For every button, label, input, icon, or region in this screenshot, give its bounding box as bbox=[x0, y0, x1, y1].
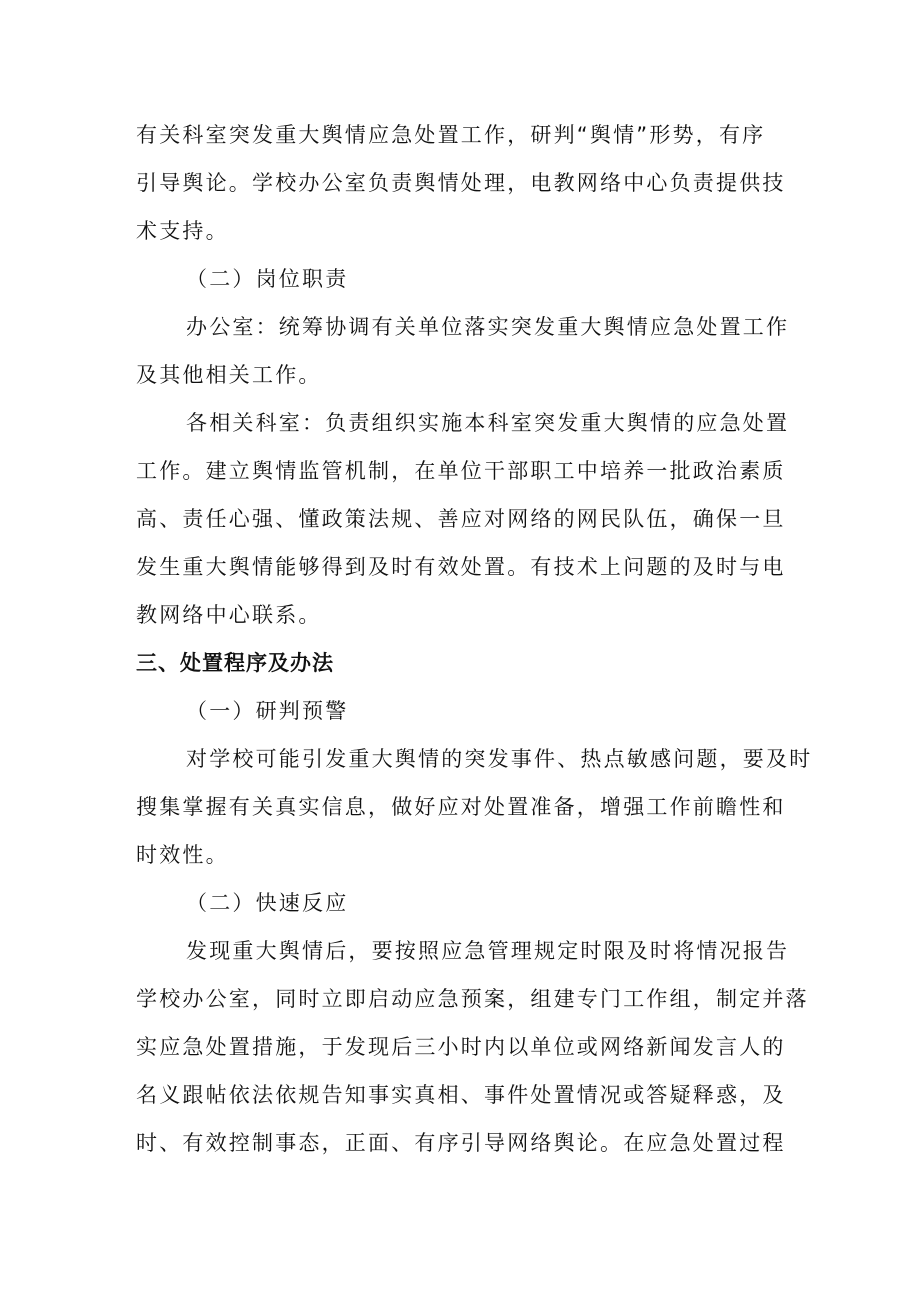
paragraph-line: 引导舆论。学校办公室负责舆情处理，电教网络中心负责提供技 bbox=[136, 171, 786, 195]
paragraph-line: 及其他相关工作。 bbox=[136, 363, 322, 387]
subsection-heading: （二）快速反应 bbox=[186, 891, 349, 915]
subsection-heading: （二）岗位职责 bbox=[186, 267, 349, 291]
paragraph-line: 时、有效控制事态，正面、有序引导网络舆论。在应急处置过程 bbox=[136, 1131, 786, 1155]
paragraph-line: 搜集掌握有关真实信息，做好应对处置准备，增强工作前瞻性和 bbox=[136, 795, 786, 819]
paragraph-line: 实应急处置措施，于发现后三小时内以单位或网络新闻发言人的 bbox=[136, 1035, 786, 1059]
paragraph-line: 工作。建立舆情监管机制，在单位干部职工中培养一批政治素质 bbox=[136, 459, 786, 483]
section-heading: 三、处置程序及办法 bbox=[136, 651, 334, 675]
paragraph-line: 时效性。 bbox=[136, 843, 229, 867]
paragraph-line: 教网络中心联系。 bbox=[136, 603, 322, 627]
paragraph-line: 发生重大舆情能够得到及时有效处置。有技术上问题的及时与电 bbox=[136, 555, 786, 579]
paragraph-line: 学校办公室，同时立即启动应急预案，组建专门工作组，制定并落 bbox=[136, 987, 809, 1011]
paragraph-line: 对学校可能引发重大舆情的突发事件、热点敏感问题，要及时 bbox=[186, 747, 813, 771]
paragraph-line: 名义跟帖依法依规告知事实真相、事件处置情况或答疑释惑，及 bbox=[136, 1083, 786, 1107]
subsection-heading: （一）研判预警 bbox=[186, 699, 349, 723]
paragraph-line: 办公室：统筹协调有关单位落实突发重大舆情应急处置工作 bbox=[186, 315, 790, 339]
paragraph-line: 各相关科室：负责组织实施本科室突发重大舆情的应急处置 bbox=[186, 411, 790, 435]
paragraph-line: 高、责任心强、懂政策法规、善应对网络的网民队伍，确保一旦 bbox=[136, 507, 786, 531]
paragraph-line: 有关科室突发重大舆情应急处置工作，研判“舆情”形势，有序 bbox=[136, 123, 766, 147]
paragraph-line: 术支持。 bbox=[136, 219, 229, 243]
paragraph-line: 发现重大舆情后，要按照应急管理规定时限及时将情况报告 bbox=[186, 939, 790, 963]
